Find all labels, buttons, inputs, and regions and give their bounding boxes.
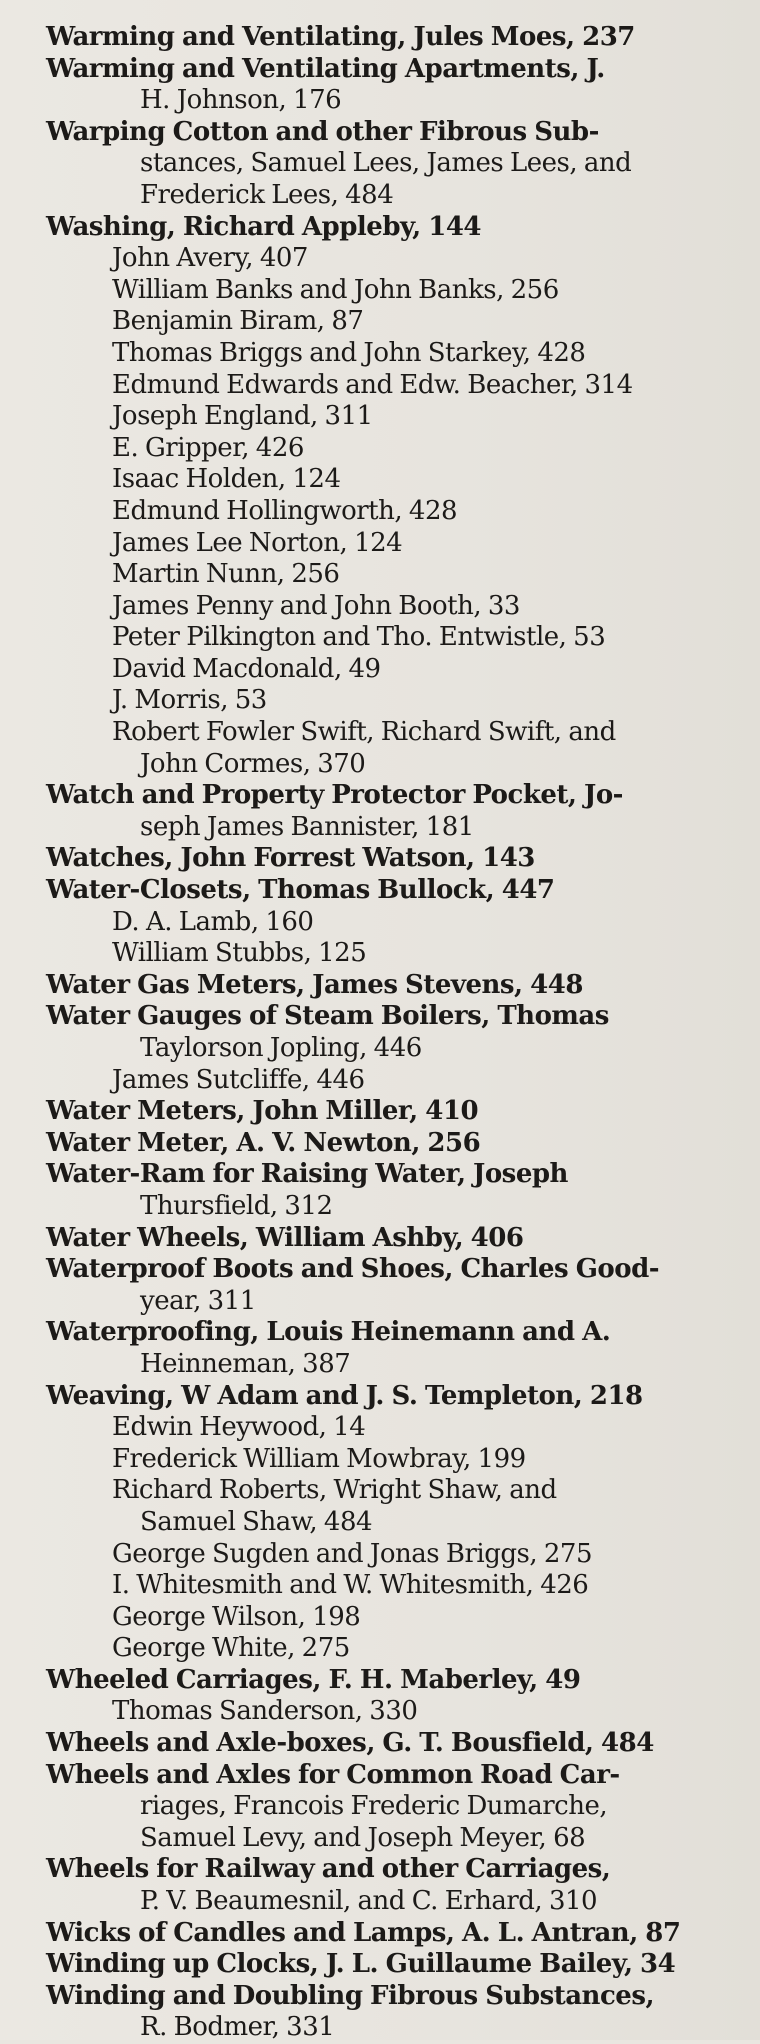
entry-line: James Lee Norton, 124 [112, 527, 403, 558]
entry-line: Wheels and Axles for Common Road Car- [46, 1759, 620, 1790]
entry-line: Wheels and Axle-boxes, G. T. Bousfield, 484 [46, 1728, 654, 1759]
entry-line: Wheels for Railway and other Carriages, [46, 1854, 611, 1885]
entry-continuation-line: H. Johnson, 176 [140, 85, 342, 116]
index-entry [46, 117, 714, 212]
entry-line: William Banks and John Banks, 256 [112, 274, 559, 305]
entry-line: Warming and Ventilating, Jules Moes, 237 [46, 22, 635, 52]
index-entry [46, 780, 714, 843]
entry-continuation-line: stances, Samuel Lees, James Lees, and [140, 148, 632, 179]
index-entry [46, 875, 714, 907]
index-entry [46, 1949, 714, 1981]
index-entry [46, 1728, 714, 1760]
index-sub-entry [46, 306, 714, 338]
entry-line: Winding and Doubling Fibrous Substances, [46, 1980, 655, 2011]
index-entry [46, 1128, 714, 1160]
entry-line: Thomas Briggs and John Starkey, 428 [112, 337, 586, 368]
index-entry [46, 1254, 714, 1317]
entry-continuation-line: Heinneman, 387 [140, 1348, 351, 1379]
entry-line: Warping Cotton and other Fibrous Sub- [46, 116, 599, 147]
index-sub-entry [46, 464, 714, 496]
entry-line: William Stubbs, 125 [112, 938, 367, 969]
index-entry [46, 22, 714, 54]
entry-continuation-line: Frederick Lees, 484 [140, 179, 394, 210]
entry-line: Water Gauges of Steam Boilers, Thomas [46, 1001, 609, 1032]
entry-line: James Sutcliffe, 446 [112, 1064, 365, 1095]
index-sub-entry [46, 1602, 714, 1634]
entry-line: Joseph England, 311 [112, 401, 373, 432]
index-list [46, 22, 714, 2044]
index-entry [46, 212, 714, 244]
index-sub-entry [46, 1444, 714, 1476]
index-sub-entry [46, 938, 714, 970]
entry-line: George Sugden and Jonas Briggs, 275 [112, 1538, 592, 1569]
entry-line: Watch and Property Protector Pocket, Jo- [46, 780, 623, 811]
entry-continuation-line: Samuel Shaw, 484 [140, 1506, 373, 1537]
index-sub-entry [46, 1633, 714, 1665]
index-sub-entry [46, 559, 714, 591]
entry-line: Richard Roberts, Wright Shaw, and [112, 1475, 557, 1506]
entry-line: Isaac Holden, 124 [112, 464, 341, 495]
entry-line: Frederick William Mowbray, 199 [112, 1443, 526, 1474]
index-entry [46, 1317, 714, 1380]
index-sub-entry [46, 1696, 714, 1728]
entry-continuation-line: year, 311 [140, 1285, 256, 1316]
index-sub-entry [46, 370, 714, 402]
index-sub-entry [46, 685, 714, 717]
entry-continuation-line: John Cormes, 370 [140, 748, 366, 779]
index-sub-entry [46, 275, 714, 307]
entry-line: Water Meters, John Miller, 410 [46, 1096, 479, 1127]
index-sub-entry [46, 717, 714, 780]
entry-line: Benjamin Biram, 87 [112, 306, 364, 337]
entry-line: Edwin Heywood, 14 [112, 1412, 366, 1443]
entry-line: Water-Ram for Raising Water, Joseph [46, 1159, 568, 1190]
index-entry [46, 54, 714, 117]
entry-line: Waterproofing, Louis Heinemann and A. [46, 1317, 611, 1348]
entry-line: Robert Fowler Swift, Richard Swift, and [112, 717, 616, 748]
index-sub-entry [46, 338, 714, 370]
entry-line: Water-Closets, Thomas Bullock, 447 [46, 875, 555, 906]
index-sub-entry [46, 401, 714, 433]
entry-line: Edmund Hollingworth, 428 [112, 495, 458, 526]
index-entry [46, 1001, 714, 1064]
entry-continuation-line: riages, Francois Frederic Dumarche, [140, 1791, 608, 1822]
index-entry [46, 970, 714, 1002]
index-sub-entry [46, 654, 714, 686]
entry-line: George White, 275 [112, 1633, 350, 1664]
index-sub-entry [46, 1475, 714, 1538]
entry-line: Watches, John Forrest Watson, 143 [46, 843, 535, 874]
entry-continuation-line: Taylorson Jopling, 446 [140, 1033, 422, 1063]
entry-line: Water Gas Meters, James Stevens, 448 [46, 969, 583, 1000]
index-entry [46, 1665, 714, 1697]
entry-line: Wheeled Carriages, F. H. Maberley, 49 [46, 1664, 581, 1695]
entry-line: Weaving, W Adam and J. S. Templeton, 218 [46, 1380, 643, 1411]
entry-continuation-line: seph James Bannister, 181 [140, 811, 474, 842]
index-entry [46, 1981, 714, 2044]
entry-line: I. Whitesmith and W. Whitesmith, 426 [112, 1570, 589, 1601]
entry-continuation-line: Thursfield, 312 [140, 1190, 333, 1221]
index-sub-entry [46, 1539, 714, 1571]
index-sub-entry [46, 622, 714, 654]
index-sub-entry [46, 433, 714, 465]
index-entry [46, 843, 714, 875]
index-entry [46, 1760, 714, 1855]
index-sub-entry [46, 243, 714, 275]
entry-line: James Penny and John Booth, 33 [112, 590, 520, 621]
entry-line: David Macdonald, 49 [112, 653, 381, 684]
index-entry [46, 1159, 714, 1222]
index-entry [46, 1854, 714, 1917]
entry-line: E. Gripper, 426 [112, 432, 304, 463]
index-entry [46, 1918, 714, 1950]
index-sub-entry [46, 591, 714, 623]
entry-line: Waterproof Boots and Shoes, Charles Good- [46, 1254, 660, 1285]
index-entry [46, 1096, 714, 1128]
entry-line: D. A. Lamb, 160 [112, 906, 314, 937]
entry-line: Water Wheels, William Ashby, 406 [46, 1222, 524, 1253]
entry-line: John Avery, 407 [112, 243, 308, 274]
index-sub-entry [46, 907, 714, 939]
entry-continuation-line: Samuel Levy, and Joseph Meyer, 68 [140, 1822, 586, 1853]
entry-line: Washing, Richard Appleby, 144 [46, 211, 482, 242]
index-sub-entry [46, 528, 714, 560]
index-sub-entry [46, 1065, 714, 1097]
entry-line: Winding up Clocks, J. L. Guillaume Bailey, 34 [46, 1949, 676, 1980]
entry-line: Warming and Ventilating Apartments, J. [46, 53, 605, 84]
entry-line: Thomas Sanderson, 330 [112, 1696, 418, 1727]
entry-line: J. Morris, 53 [112, 685, 267, 716]
index-sub-entry [46, 1412, 714, 1444]
entry-line: George Wilson, 198 [112, 1601, 361, 1632]
entry-line: Wicks of Candles and Lamps, A. L. Antran, 87 [46, 1917, 681, 1948]
entry-line: Water Meter, A. V. Newton, 256 [46, 1127, 481, 1158]
entry-continuation-line: P. V. Beaumesnil, and C. Erhard, 310 [140, 1886, 598, 1917]
index-sub-entry [46, 1570, 714, 1602]
entry-line: Edmund Edwards and Edw. Beacher, 314 [112, 369, 633, 400]
entry-line: Peter Pilkington and Tho. Entwistle, 53 [112, 622, 606, 653]
entry-continuation-line: R. Bodmer, 331 [140, 2012, 335, 2043]
entry-line: Martin Nunn, 256 [112, 559, 340, 590]
index-sub-entry [46, 496, 714, 528]
index-entry [46, 1381, 714, 1413]
index-entry [46, 1223, 714, 1255]
